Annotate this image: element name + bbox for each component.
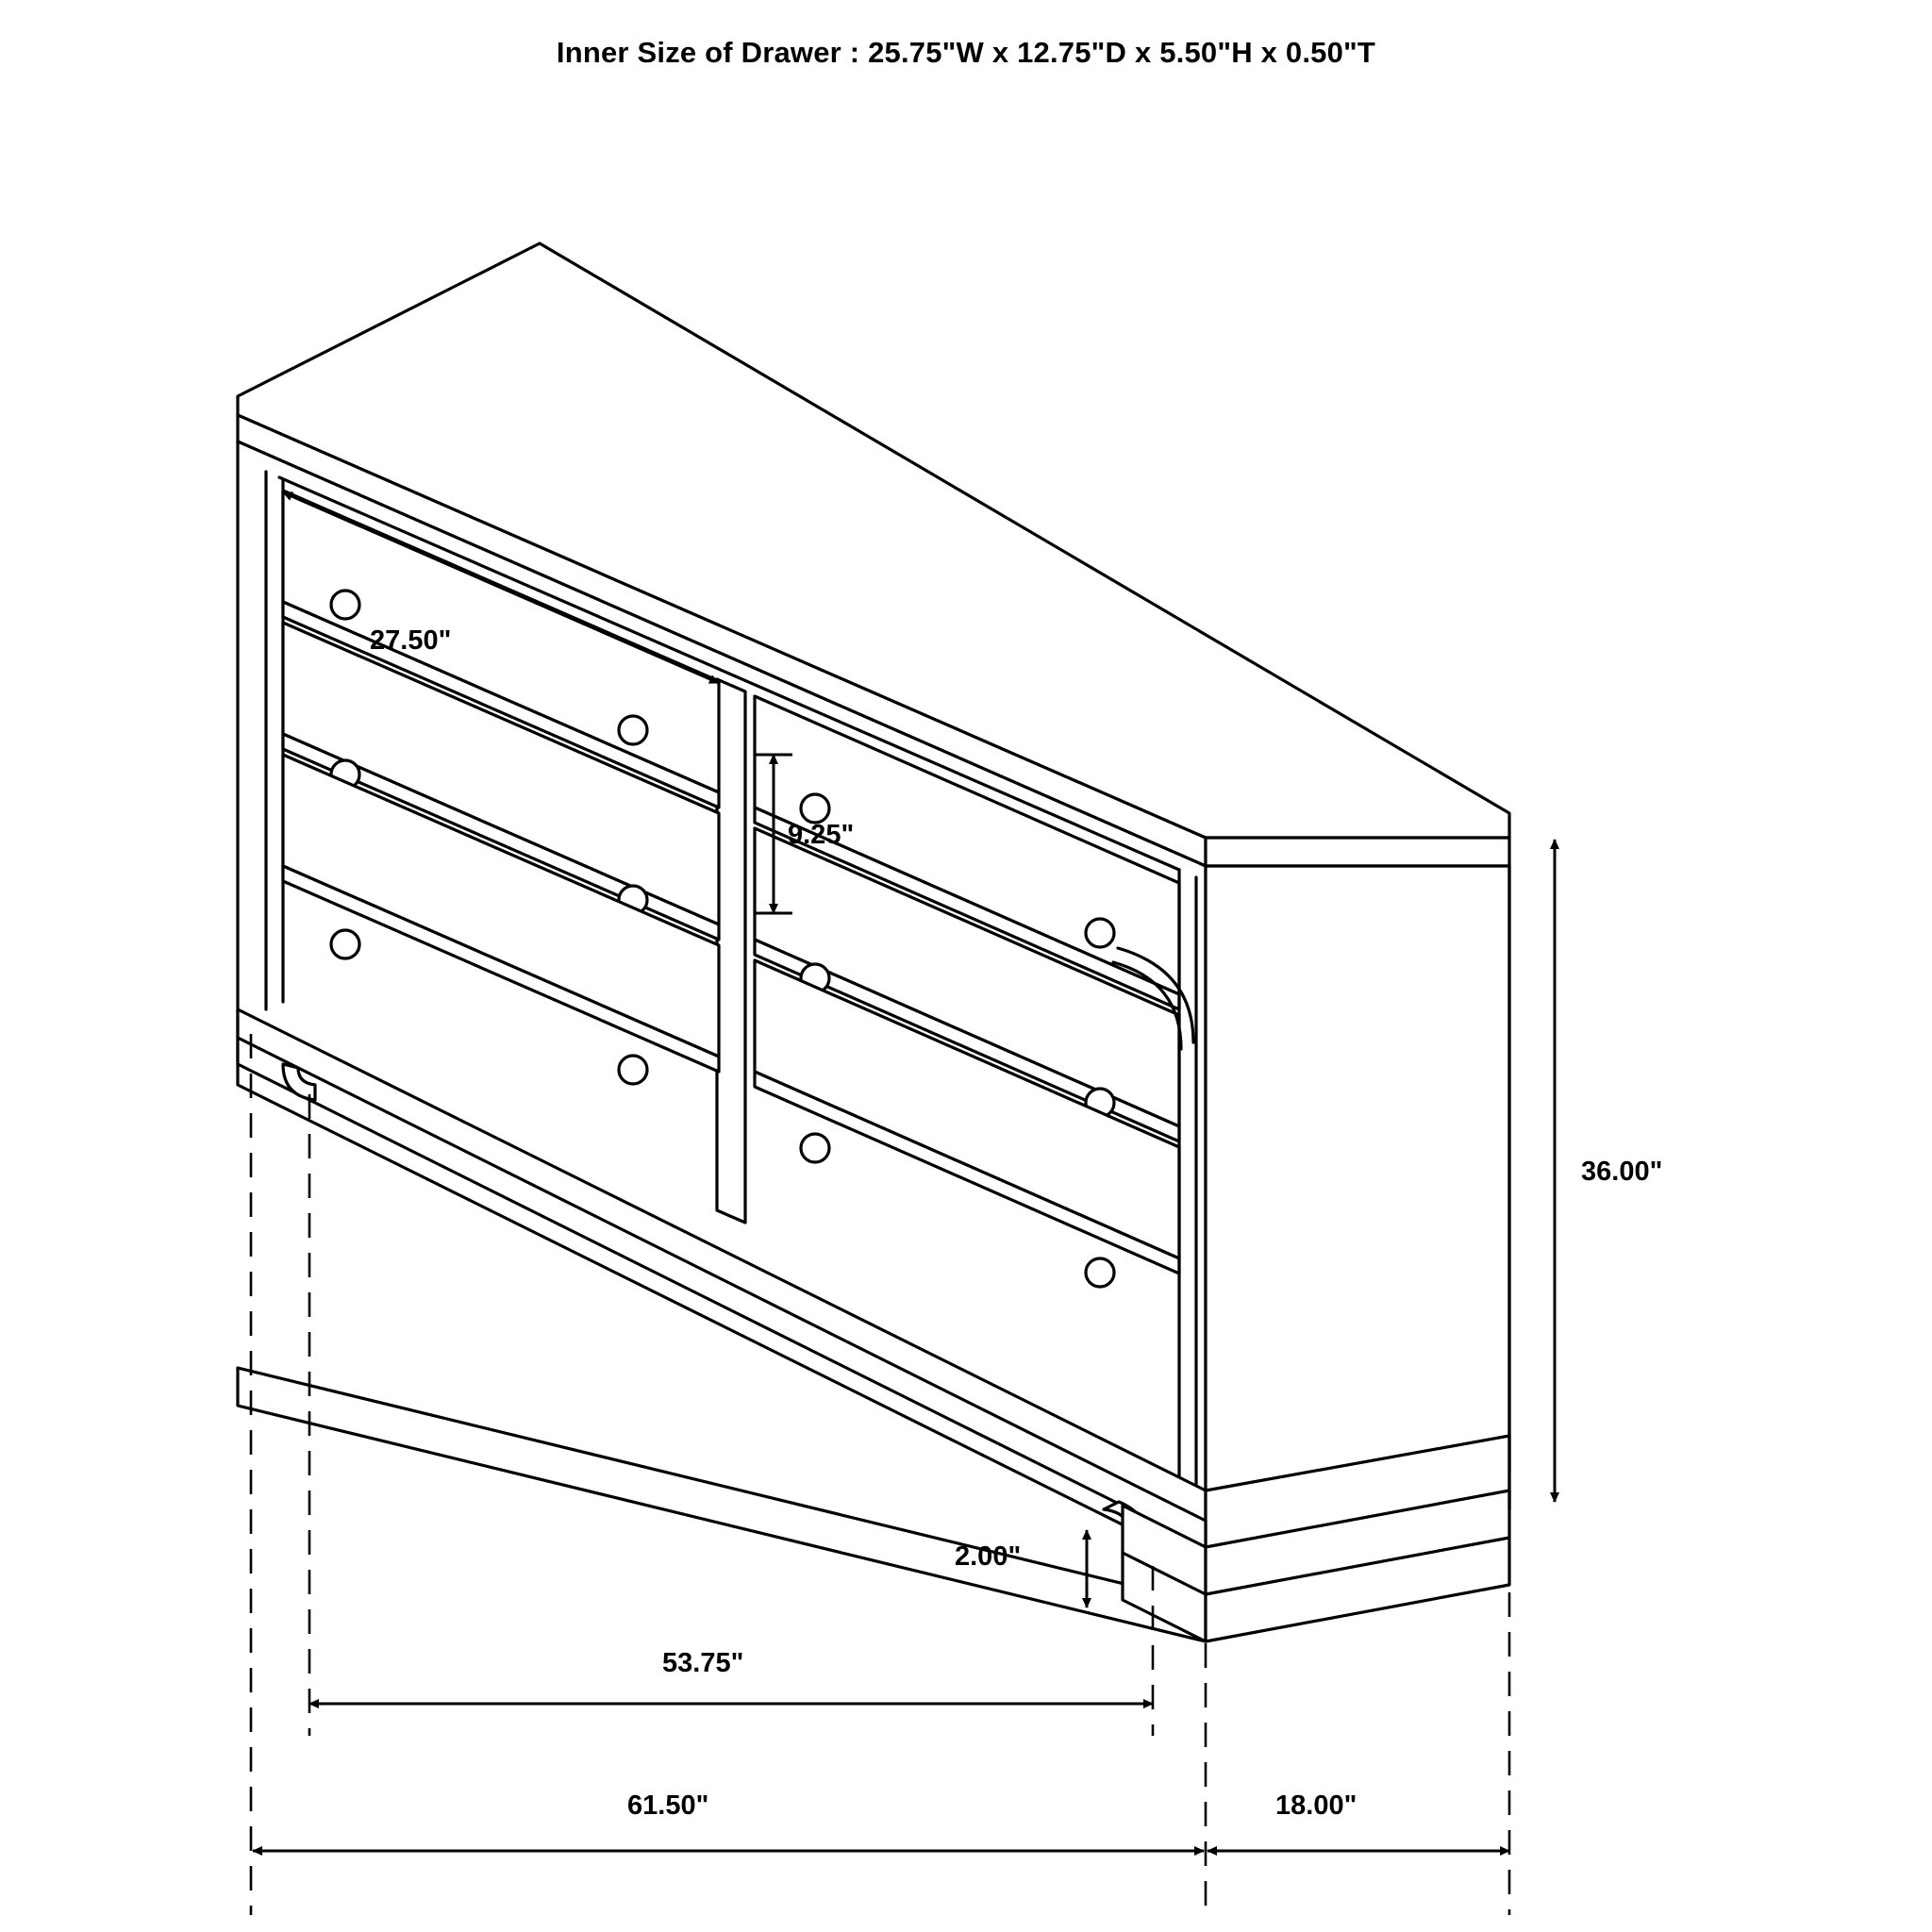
drawer-knob	[619, 1056, 647, 1084]
dresser-isometric-body	[238, 243, 1509, 1641]
drawer-knob	[331, 930, 359, 958]
dim-label-inner-width: 53.75"	[662, 1648, 744, 1678]
dim-label-leg-height: 2.00"	[955, 1541, 1022, 1572]
top-panel-side-edge	[1206, 838, 1509, 866]
dim-label-drawer-width: 27.50"	[370, 625, 452, 656]
drawer-knob	[1086, 1258, 1114, 1287]
dim-label-overall-width: 61.50"	[627, 1790, 709, 1821]
drawer-knob	[801, 794, 829, 823]
dim-label-overall-height: 36.00"	[1581, 1157, 1663, 1187]
drawer-knob	[331, 591, 359, 619]
page-title: Inner Size of Drawer : 25.75"W x 12.75"D x 5.50"H x 0.50"T	[556, 36, 1376, 69]
drawer-knob	[619, 716, 647, 744]
center-divider	[717, 679, 745, 1223]
drawer-knob	[801, 1134, 829, 1162]
dim-label-drawer-height: 9.25"	[788, 820, 855, 850]
dim-label-depth: 18.00"	[1275, 1790, 1357, 1821]
cabinet-side-panel	[1206, 866, 1509, 1528]
drawer-knob	[1086, 919, 1114, 947]
